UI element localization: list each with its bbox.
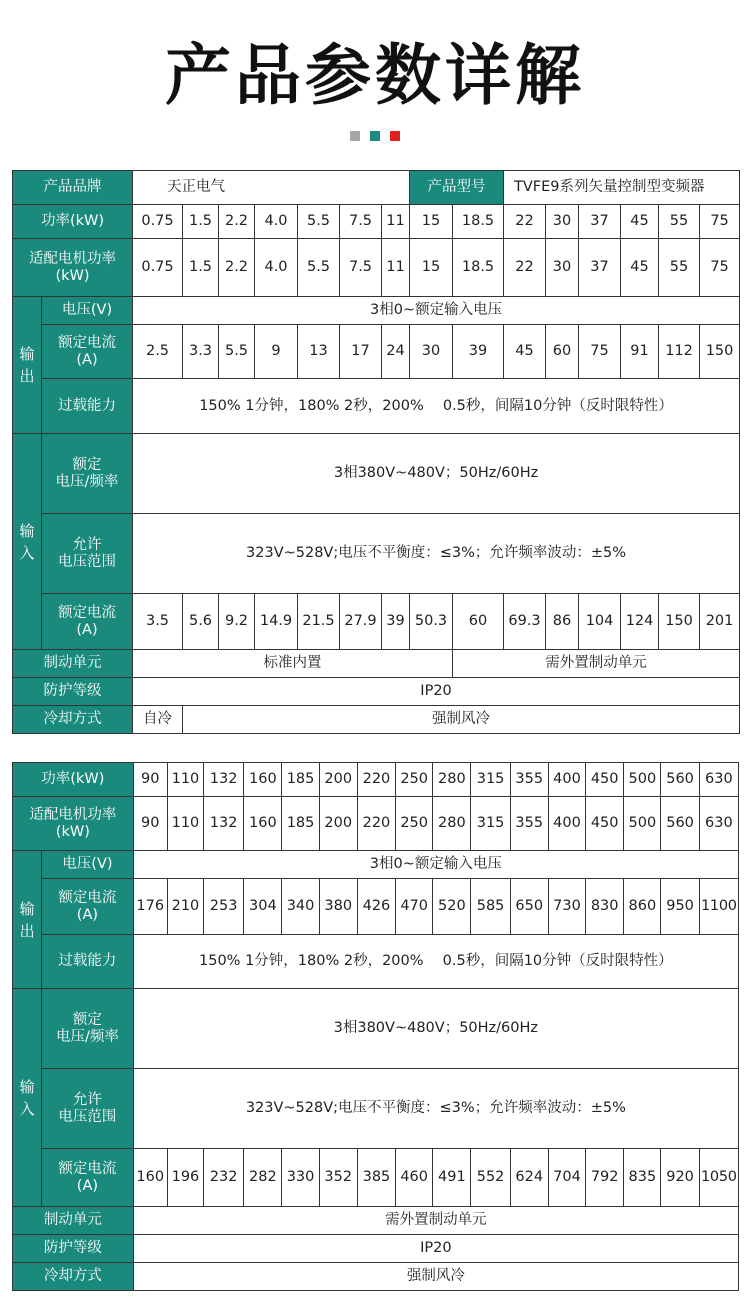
output-current-cell: 176 [133,879,167,935]
motor-power-cell: 2.2 [219,239,255,297]
input-current-cell: 704 [548,1149,585,1207]
output-current-cell: 75 [579,325,621,379]
label-output-voltage: 电压(V) [42,851,134,879]
input-current-cell: 330 [282,1149,319,1207]
row-motor-power [13,239,740,297]
power-cell: 0.75 [133,205,183,239]
input-current-cell: 624 [510,1149,548,1207]
output-current-cell: 112 [659,325,700,379]
label-output-current: 额定电流 (A) [42,325,133,379]
output-current-cell: 730 [548,879,585,935]
label-brand: 产品品牌 [13,171,133,205]
power-cell: 11 [382,205,410,239]
input-current-cell: 14.9 [255,594,298,650]
protection-value: IP20 [133,678,740,706]
label-power: 功率(kW) [13,763,134,797]
spec-table-2 [12,762,739,1291]
output-current-cell: 253 [204,879,244,935]
motor-power-cell: 90 [133,797,167,851]
motor-power-cell: 7.5 [340,239,382,297]
power-cell: 75 [700,205,740,239]
input-current-cell: 5.6 [183,594,219,650]
input-current-cell: 552 [471,1149,510,1207]
power-cell: 45 [621,205,659,239]
input-current-cell: 352 [319,1149,357,1207]
row-protection [13,678,740,706]
power-cell: 110 [167,763,203,797]
output-current-cell: 30 [410,325,453,379]
input-current-cell: 1050 [699,1149,738,1207]
input-current-cell: 124 [621,594,659,650]
motor-power-cell: 315 [471,797,510,851]
braking-external-value: 需外置制动单元 [453,650,740,678]
row-overload [13,935,739,989]
output-current-cell: 340 [282,879,319,935]
row-input-vf [13,989,739,1069]
label-input: 输入 [13,434,42,650]
motor-power-cell: 0.75 [133,239,183,297]
label-output: 输出 [13,297,42,434]
output-current-cell: 91 [621,325,659,379]
spec-table-1 [12,170,740,734]
brand-value: 天正电气 [133,171,410,205]
label-motor-power: 适配电机功率 (kW) [13,239,133,297]
input-current-cell: 196 [167,1149,203,1207]
input-current-cell: 835 [624,1149,661,1207]
input-current-cell: 150 [659,594,700,650]
motor-power-cell: 355 [510,797,548,851]
row-overload [13,379,740,434]
input-current-cell: 39 [382,594,410,650]
power-cell: 7.5 [340,205,382,239]
row-power [13,205,740,239]
motor-power-cell: 4.0 [255,239,298,297]
motor-power-cell: 400 [548,797,585,851]
output-current-cell: 9 [255,325,298,379]
power-cell: 200 [319,763,357,797]
input-current-cell: 460 [396,1149,433,1207]
label-input-range: 允许 电压范围 [42,1069,134,1149]
input-current-cell: 3.5 [133,594,183,650]
power-cell: 55 [659,205,700,239]
input-current-cell: 86 [546,594,579,650]
row-input-vf [13,434,740,514]
row-protection [13,1235,739,1263]
output-current-cell: 585 [471,879,510,935]
motor-power-cell: 185 [282,797,319,851]
power-cell: 250 [396,763,433,797]
motor-power-cell: 18.5 [453,239,504,297]
label-braking: 制动单元 [13,1207,134,1235]
power-cell: 22 [504,205,546,239]
label-protection: 防护等级 [13,678,133,706]
input-current-cell: 491 [433,1149,471,1207]
label-input: 输入 [13,989,42,1207]
power-cell: 18.5 [453,205,504,239]
label-input-range: 允许 电压范围 [42,514,133,594]
motor-power-cell: 280 [433,797,471,851]
label-output-current: 额定电流 (A) [42,879,134,935]
output-current-cell: 520 [433,879,471,935]
label-motor-power: 适配电机功率 (kW) [13,797,134,851]
cooling-forced-value: 强制风冷 [183,706,740,734]
row-input-current [13,1149,739,1207]
label-output-voltage: 电压(V) [42,297,133,325]
output-current-cell: 1100 [699,879,738,935]
motor-power-cell: 1.5 [183,239,219,297]
output-voltage-value: 3相0~额定输入电压 [133,297,740,325]
page-title: 产品参数详解 [165,37,585,114]
label-braking: 制动单元 [13,650,133,678]
motor-power-cell: 450 [586,797,624,851]
power-cell: 132 [204,763,244,797]
output-current-cell: 150 [700,325,740,379]
motor-power-cell: 37 [579,239,621,297]
input-vf-value: 3相380V~480V；50Hz/60Hz [133,434,740,514]
output-current-cell: 45 [504,325,546,379]
label-input-current: 额定电流 (A) [42,1149,134,1207]
motor-power-cell: 55 [659,239,700,297]
output-current-cell: 5.5 [219,325,255,379]
input-current-cell: 21.5 [298,594,340,650]
motor-power-cell: 132 [204,797,244,851]
power-cell: 630 [699,763,738,797]
motor-power-cell: 75 [700,239,740,297]
input-range-value: 323V~528V;电压不平衡度：≤3%；允许频率波动：±5% [133,1069,738,1149]
label-input-current: 额定电流 (A) [42,594,133,650]
label-input-vf: 额定 电压/频率 [42,989,134,1069]
motor-power-cell: 11 [382,239,410,297]
power-cell: 220 [357,763,395,797]
input-current-cell: 60 [453,594,504,650]
input-current-cell: 201 [700,594,740,650]
label-cooling: 冷却方式 [13,1263,134,1291]
input-current-cell: 920 [661,1149,699,1207]
motor-power-cell: 220 [357,797,395,851]
power-cell: 30 [546,205,579,239]
row-braking [13,650,740,678]
output-current-cell: 950 [661,879,699,935]
output-current-cell: 24 [382,325,410,379]
motor-power-cell: 560 [661,797,699,851]
label-output: 输出 [13,851,42,989]
power-cell: 4.0 [255,205,298,239]
overload-value: 150% 1分钟，180% 2秒，200% 0.5秒，间隔10分钟（反时限特性） [133,379,740,434]
motor-power-cell: 110 [167,797,203,851]
cooling-value: 强制风冷 [133,1263,738,1291]
input-current-cell: 232 [204,1149,244,1207]
braking-value: 需外置制动单元 [133,1207,738,1235]
power-cell: 90 [133,763,167,797]
input-current-cell: 282 [244,1149,282,1207]
cooling-self-value: 自冷 [133,706,183,734]
output-current-cell: 210 [167,879,203,935]
power-cell: 280 [433,763,471,797]
output-current-cell: 380 [319,879,357,935]
motor-power-cell: 22 [504,239,546,297]
row-input-current [13,594,740,650]
protection-value: IP20 [133,1235,738,1263]
input-current-cell: 385 [357,1149,395,1207]
row-brand [13,171,740,205]
label-power: 功率(kW) [13,205,133,239]
row-output-voltage [13,297,740,325]
row-cooling [13,706,740,734]
output-current-cell: 470 [396,879,433,935]
motor-power-cell: 630 [699,797,738,851]
row-input-range [13,1069,739,1149]
motor-power-cell: 200 [319,797,357,851]
output-current-cell: 3.3 [183,325,219,379]
power-cell: 1.5 [183,205,219,239]
label-model: 产品型号 [410,171,504,205]
input-vf-value: 3相380V~480V；50Hz/60Hz [133,989,738,1069]
model-value: TVFE9系列矢量控制型变频器 [504,171,740,205]
row-output-voltage [13,851,739,879]
row-cooling [13,1263,739,1291]
motor-power-cell: 15 [410,239,453,297]
overload-value: 150% 1分钟，180% 2秒，200% 0.5秒，间隔10分钟（反时限特性） [133,935,738,989]
motor-power-cell: 160 [244,797,282,851]
row-motor-power [13,797,739,851]
output-current-cell: 860 [624,879,661,935]
label-cooling: 冷却方式 [13,706,133,734]
output-current-cell: 13 [298,325,340,379]
input-current-cell: 27.9 [340,594,382,650]
input-current-cell: 50.3 [410,594,453,650]
dot-gray [350,131,360,141]
row-output-current [13,325,740,379]
power-cell: 37 [579,205,621,239]
power-cell: 400 [548,763,585,797]
output-current-cell: 17 [340,325,382,379]
label-protection: 防护等级 [13,1235,134,1263]
power-cell: 315 [471,763,510,797]
power-cell: 450 [586,763,624,797]
input-current-cell: 9.2 [219,594,255,650]
output-current-cell: 830 [586,879,624,935]
output-current-cell: 650 [510,879,548,935]
power-cell: 560 [661,763,699,797]
power-cell: 185 [282,763,319,797]
motor-power-cell: 45 [621,239,659,297]
motor-power-cell: 30 [546,239,579,297]
input-current-cell: 160 [133,1149,167,1207]
row-power [13,763,739,797]
row-input-range [13,514,740,594]
output-current-cell: 304 [244,879,282,935]
output-current-cell: 426 [357,879,395,935]
output-voltage-value: 3相0~额定输入电压 [133,851,738,879]
motor-power-cell: 5.5 [298,239,340,297]
input-range-value: 323V~528V;电压不平衡度：≤3%；允许频率波动：±5% [133,514,740,594]
output-current-cell: 2.5 [133,325,183,379]
input-current-cell: 792 [586,1149,624,1207]
input-current-cell: 104 [579,594,621,650]
dot-red [390,131,400,141]
label-input-vf: 额定 电压/频率 [42,434,133,514]
power-cell: 5.5 [298,205,340,239]
braking-builtin-value: 标准内置 [133,650,453,678]
row-braking [13,1207,739,1235]
label-overload: 过载能力 [42,379,133,434]
input-current-cell: 69.3 [504,594,546,650]
power-cell: 160 [244,763,282,797]
row-output-current [13,879,739,935]
label-overload: 过载能力 [42,935,134,989]
motor-power-cell: 250 [396,797,433,851]
power-cell: 2.2 [219,205,255,239]
power-cell: 355 [510,763,548,797]
output-current-cell: 39 [453,325,504,379]
dot-teal [370,131,380,141]
output-current-cell: 60 [546,325,579,379]
motor-power-cell: 500 [624,797,661,851]
power-cell: 500 [624,763,661,797]
power-cell: 15 [410,205,453,239]
title-dots [350,131,400,141]
